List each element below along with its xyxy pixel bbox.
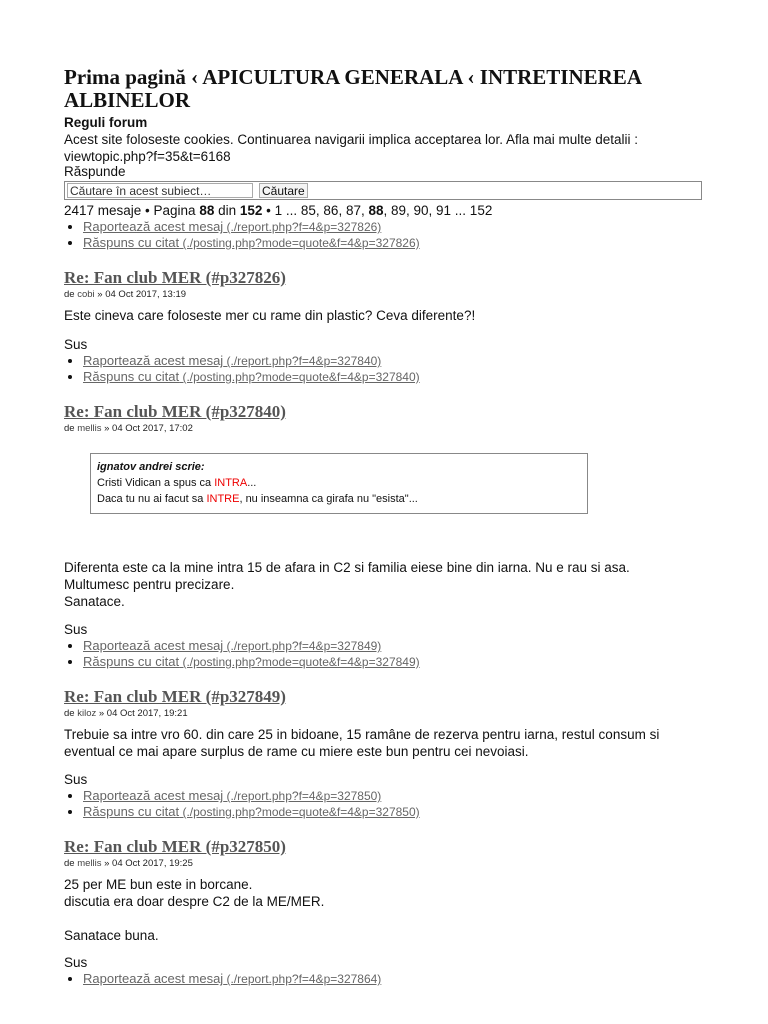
post-body: Diferenta este ca la mine intra 15 de afara in C2 si familia eiese bine din iarna. Nu e rau si asa. Multumesc pentru precizare. Sanatace. <box>64 560 630 609</box>
pagination <box>64 203 492 218</box>
author-link[interactable]: kiloz <box>77 708 97 719</box>
author-link[interactable]: mellis <box>77 858 102 869</box>
quote-line: Daca tu nu ai facut sa INTRE, nu inseamna ca girafa nu "esista"... <box>97 493 418 505</box>
post-body: 25 per ME bun este in borcane. discutia era doar despre C2 de la ME/MER. Sanatace buna. <box>64 877 325 943</box>
pagination-middle: din <box>214 203 240 218</box>
list-item <box>83 788 420 804</box>
post-title[interactable]: Re: Fan club MER (#p327840) <box>64 402 286 421</box>
quote-link[interactable]: Răspuns cu citat (./posting.php?mode=quote&f=4&p=327840) <box>83 369 420 384</box>
cookie-notice <box>64 131 704 165</box>
quote-citation: ignatov andrei scrie: <box>97 461 205 473</box>
list-item <box>83 971 381 987</box>
list-item <box>83 654 420 670</box>
report-link[interactable]: Raportează acest mesaj (./report.php?f=4&p=327840) <box>83 353 382 368</box>
pagination-pages-a[interactable]: • 1 ... 85, 86, 87, <box>262 203 369 218</box>
list-item <box>83 638 420 654</box>
report-link[interactable]: Raportează acest mesaj (./report.php?f=4&p=327850) <box>83 788 382 803</box>
post-actions <box>64 219 420 251</box>
quote-link[interactable]: Răspuns cu citat (./posting.php?mode=quote&f=4&p=327850) <box>83 804 420 819</box>
search-button[interactable]: Căutare <box>259 183 308 198</box>
search-input[interactable] <box>67 183 253 198</box>
report-link[interactable]: Raportează acest mesaj (./report.php?f=4&p=327826) <box>83 219 382 234</box>
report-link[interactable]: Raportează acest mesaj (./report.php?f=4&p=327864) <box>83 971 382 986</box>
pagination-prefix: 2417 mesaje • Pagina <box>64 203 200 218</box>
pagination-total: 152 <box>239 203 263 218</box>
post-actions <box>64 788 420 820</box>
post-actions <box>64 638 420 670</box>
quoted-message <box>90 453 588 514</box>
quote-link[interactable]: Răspuns cu citat (./posting.php?mode=quote&f=4&p=327849) <box>83 654 420 669</box>
quote-link[interactable]: Răspuns cu citat (./posting.php?mode=quote&f=4&p=327826) <box>83 235 420 250</box>
report-link[interactable]: Raportează acest mesaj (./report.php?f=4&p=327849) <box>83 638 382 653</box>
cookie-details-link[interactable]: viewtopic.php?f=35&t=6168 <box>64 149 231 164</box>
author-link[interactable]: cobi <box>77 289 95 300</box>
page-title: Prima pagină ‹ APICULTURA GENERALA ‹ INTRETINEREA ALBINELOR <box>64 65 641 112</box>
back-to-top-link[interactable]: Sus <box>64 337 88 352</box>
back-to-top-link[interactable]: Sus <box>64 955 88 970</box>
quote-line: Cristi Vidican a spus ca INTRA... <box>97 477 257 489</box>
post-meta: de mellis » 04 Oct 2017, 19:25 <box>64 858 193 869</box>
back-to-top-link[interactable]: Sus <box>64 772 88 787</box>
post-title[interactable]: Re: Fan club MER (#p327849) <box>64 687 286 706</box>
post-body: Este cineva care foloseste mer cu rame din plastic? Ceva diferente?! <box>64 308 476 323</box>
post-meta: de mellis » 04 Oct 2017, 17:02 <box>64 423 193 434</box>
post-actions <box>64 353 420 385</box>
post-meta: de kiloz » 04 Oct 2017, 19:21 <box>64 708 188 719</box>
reply-link[interactable]: Răspunde <box>64 164 126 179</box>
forum-rules-link[interactable]: Reguli forum <box>64 115 148 130</box>
topic-search-bar <box>64 181 702 200</box>
post-title[interactable]: Re: Fan club MER (#p327826) <box>64 268 286 287</box>
post-title[interactable]: Re: Fan club MER (#p327850) <box>64 837 286 856</box>
pagination-current: 88 <box>199 203 215 218</box>
post-meta: de cobi » 04 Oct 2017, 13:19 <box>64 289 187 300</box>
list-item <box>83 235 420 251</box>
list-item <box>83 804 420 820</box>
post-body: Trebuie sa intre vro 60. din care 25 in bidoane, 15 ramâne de rezerva pentru iarna, restul consum si eventual ce mai apare surplus de rame cu miere este bun pentru cei nevoiasi. <box>64 727 660 759</box>
post-actions <box>64 971 381 987</box>
list-item <box>83 369 420 385</box>
back-to-top-link[interactable]: Sus <box>64 622 88 637</box>
author-link[interactable]: mellis <box>77 423 102 434</box>
cookie-notice-text: Acest site foloseste cookies. Continuarea navigarii implica acceptarea lor. Afla mai multe detalii : <box>64 132 639 147</box>
list-item <box>83 219 420 235</box>
pagination-pages-b[interactable]: , 89, 90, 91 ... 152 <box>383 203 493 218</box>
pagination-current-page: 88 <box>368 203 384 218</box>
list-item <box>83 353 420 369</box>
